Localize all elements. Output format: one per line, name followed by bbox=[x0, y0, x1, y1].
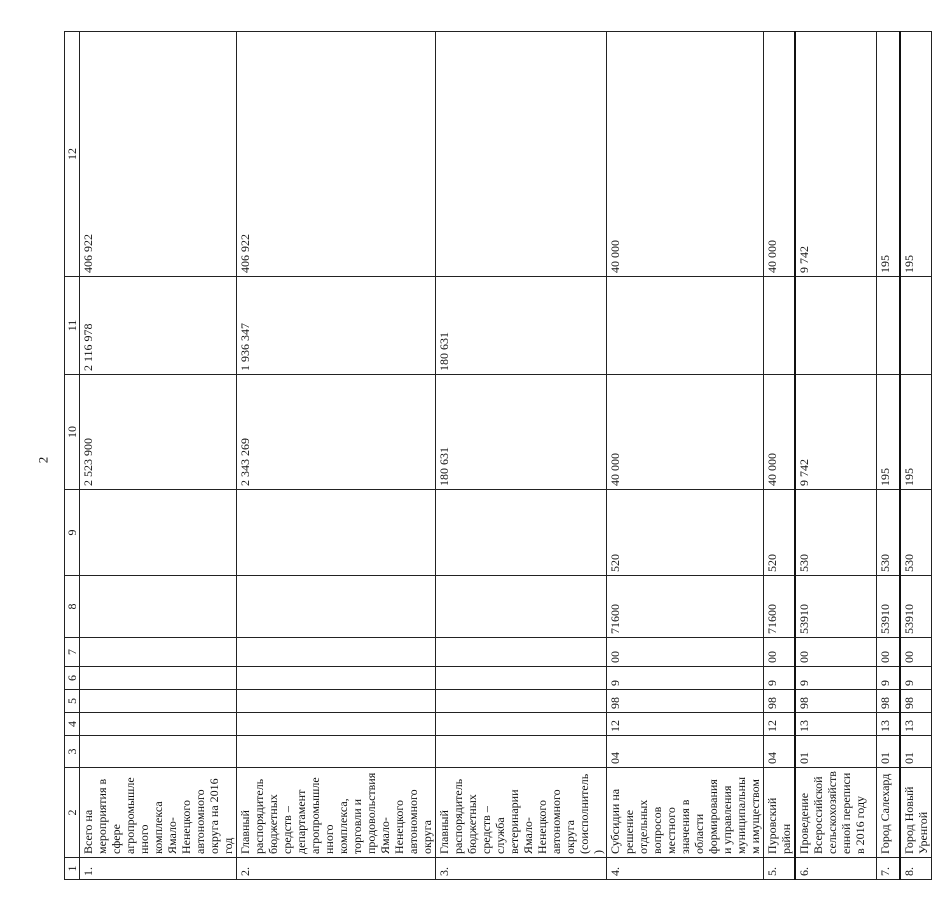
col-header: 9 bbox=[65, 490, 80, 576]
amount-col12: 195 bbox=[877, 32, 901, 277]
code-col5 bbox=[436, 690, 607, 713]
table-row bbox=[764, 32, 796, 880]
code-col9: 530 bbox=[795, 490, 877, 576]
row-name: Город Новый Уренгой bbox=[900, 768, 932, 858]
code-col7 bbox=[436, 638, 607, 667]
amount-col11 bbox=[795, 277, 877, 375]
code-col8 bbox=[436, 576, 607, 638]
code-col9: 520 bbox=[764, 490, 796, 576]
col-header: 7 bbox=[65, 638, 80, 667]
col-header: 1 bbox=[65, 858, 80, 880]
amount-col10: 40 000 bbox=[764, 375, 796, 490]
row-name: Субсидии на решение отдельных вопросов местного значения в области формирования и управления муниципальным имуществом bbox=[607, 768, 764, 858]
row-number: 6. bbox=[795, 858, 877, 880]
code-col5: 98 bbox=[607, 690, 764, 713]
table-row bbox=[436, 32, 607, 880]
code-col7 bbox=[80, 638, 237, 667]
code-col5 bbox=[80, 690, 237, 713]
code-col4: 13 bbox=[900, 713, 932, 736]
code-col9 bbox=[237, 490, 436, 576]
code-col9 bbox=[436, 490, 607, 576]
row-number: 5. bbox=[764, 858, 796, 880]
col-header: 5 bbox=[65, 690, 80, 713]
amount-col12: 406 922 bbox=[80, 32, 237, 277]
amount-col10: 2 523 900 bbox=[80, 375, 237, 490]
code-col7: 00 bbox=[900, 638, 932, 667]
code-col7: 00 bbox=[607, 638, 764, 667]
row-number: 8. bbox=[900, 858, 932, 880]
rotated-sheet bbox=[64, 32, 930, 880]
amount-col12 bbox=[436, 32, 607, 277]
row-name: Всего на мероприятия в сфере агропромышленного комплекса Ямало-Ненецкого автономного округа на 2016 год bbox=[80, 768, 237, 858]
table-row bbox=[237, 32, 436, 880]
col-header: 8 bbox=[65, 576, 80, 638]
code-col9: 520 bbox=[607, 490, 764, 576]
code-col4: 13 bbox=[795, 713, 877, 736]
code-col9: 530 bbox=[900, 490, 932, 576]
code-col5: 98 bbox=[900, 690, 932, 713]
budget-table bbox=[64, 31, 932, 880]
code-col6: 9 bbox=[764, 667, 796, 690]
code-col5: 98 bbox=[877, 690, 901, 713]
col-header: 6 bbox=[65, 667, 80, 690]
code-col4: 12 bbox=[607, 713, 764, 736]
page-number: 2 bbox=[35, 456, 51, 464]
code-col9: 530 bbox=[877, 490, 901, 576]
code-col6 bbox=[436, 667, 607, 690]
col-header: 10 bbox=[65, 375, 80, 490]
amount-col11: 180 631 bbox=[436, 277, 607, 375]
code-col6: 9 bbox=[900, 667, 932, 690]
code-col6: 9 bbox=[607, 667, 764, 690]
col-header: 3 bbox=[65, 736, 80, 768]
code-col6 bbox=[80, 667, 237, 690]
amount-col11 bbox=[764, 277, 796, 375]
amount-col11 bbox=[900, 277, 932, 375]
amount-col10: 2 343 269 bbox=[237, 375, 436, 490]
amount-col12: 195 bbox=[900, 32, 932, 277]
table-stage bbox=[64, 32, 930, 880]
code-col5: 98 bbox=[764, 690, 796, 713]
amount-col10: 40 000 bbox=[607, 375, 764, 490]
code-col5: 98 bbox=[795, 690, 877, 713]
code-col3: 01 bbox=[877, 736, 901, 768]
amount-col11 bbox=[877, 277, 901, 375]
code-col7 bbox=[237, 638, 436, 667]
code-col8: 53910 bbox=[900, 576, 932, 638]
amount-col11: 1 936 347 bbox=[237, 277, 436, 375]
amount-col10: 195 bbox=[877, 375, 901, 490]
code-col4: 13 bbox=[877, 713, 901, 736]
code-col3: 04 bbox=[764, 736, 796, 768]
amount-col10: 180 631 bbox=[436, 375, 607, 490]
row-name: Проведение Всероссийской сельскохозяйственной переписи в 2016 году bbox=[795, 768, 877, 858]
table-row bbox=[900, 32, 932, 880]
row-name: Главный распорядитель бюджетных средств – департамент агропромышленного комплекса, торговли и продовольствия Ямало-Ненецкого автономного округа bbox=[237, 768, 436, 858]
table-row bbox=[877, 32, 901, 880]
code-col7: 00 bbox=[764, 638, 796, 667]
code-col3 bbox=[80, 736, 237, 768]
col-header: 4 bbox=[65, 713, 80, 736]
amount-col11: 2 116 978 bbox=[80, 277, 237, 375]
code-col3 bbox=[436, 736, 607, 768]
row-number: 3. bbox=[436, 858, 607, 880]
amount-col12: 40 000 bbox=[607, 32, 764, 277]
code-col8: 53910 bbox=[795, 576, 877, 638]
table-row bbox=[80, 32, 237, 880]
row-number: 4. bbox=[607, 858, 764, 880]
code-col4 bbox=[436, 713, 607, 736]
amount-col10: 9 742 bbox=[795, 375, 877, 490]
code-col8 bbox=[237, 576, 436, 638]
code-col7: 00 bbox=[795, 638, 877, 667]
row-number: 1. bbox=[80, 858, 237, 880]
code-col4 bbox=[237, 713, 436, 736]
code-col6: 9 bbox=[877, 667, 901, 690]
amount-col12: 406 922 bbox=[237, 32, 436, 277]
row-name: Главный распорядитель бюджетных средств – служба ветеринарии Ямало-Ненецкого автономного округа (соисполнитель) bbox=[436, 768, 607, 858]
amount-col12: 9 742 bbox=[795, 32, 877, 277]
code-col8: 71600 bbox=[607, 576, 764, 638]
code-col6: 9 bbox=[795, 667, 877, 690]
row-name: Город Салехард bbox=[877, 768, 901, 858]
code-col8: 53910 bbox=[877, 576, 901, 638]
code-col8: 71600 bbox=[764, 576, 796, 638]
code-col3: 04 bbox=[607, 736, 764, 768]
code-col7: 00 bbox=[877, 638, 901, 667]
amount-col12: 40 000 bbox=[764, 32, 796, 277]
col-header: 2 bbox=[65, 768, 80, 858]
row-number: 2. bbox=[237, 858, 436, 880]
code-col4: 12 bbox=[764, 713, 796, 736]
code-col4 bbox=[80, 713, 237, 736]
header-row bbox=[65, 32, 80, 880]
code-col3 bbox=[237, 736, 436, 768]
row-number: 7. bbox=[877, 858, 901, 880]
code-col3: 01 bbox=[900, 736, 932, 768]
col-header: 12 bbox=[65, 32, 80, 277]
table-row bbox=[795, 32, 877, 880]
code-col8 bbox=[80, 576, 237, 638]
code-col3: 01 bbox=[795, 736, 877, 768]
code-col9 bbox=[80, 490, 237, 576]
amount-col11 bbox=[607, 277, 764, 375]
code-col6 bbox=[237, 667, 436, 690]
row-name: Пуровский район bbox=[764, 768, 796, 858]
col-header: 11 bbox=[65, 277, 80, 375]
amount-col10: 195 bbox=[900, 375, 932, 490]
table-row bbox=[607, 32, 764, 880]
code-col5 bbox=[237, 690, 436, 713]
